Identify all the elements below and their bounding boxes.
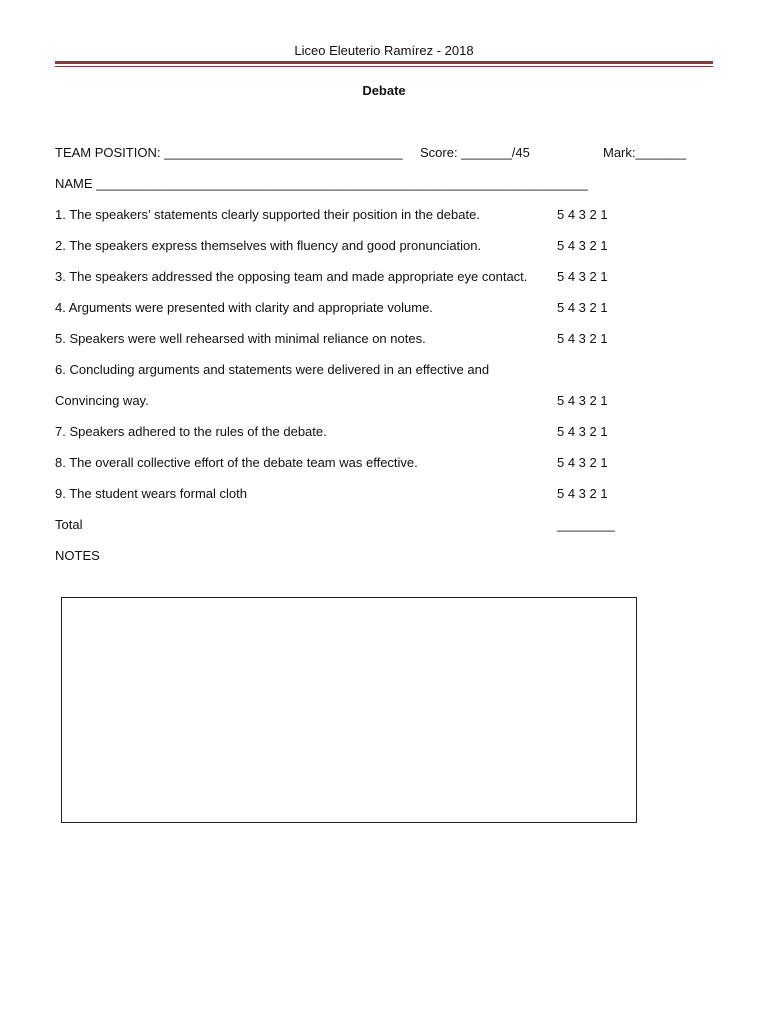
name-field: NAME ____________________________________________________________________ bbox=[55, 176, 588, 191]
criterion-scale: 5 4 3 2 1 bbox=[557, 269, 608, 284]
header-rule-thick bbox=[55, 61, 713, 64]
school-header: Liceo Eleuterio Ramírez - 2018 bbox=[294, 43, 474, 58]
criterion-text: 8. The overall collective effort of the debate team was effective. bbox=[55, 455, 418, 470]
header-rule-thin bbox=[55, 66, 713, 67]
criterion-scale: 5 4 3 2 1 bbox=[557, 238, 608, 253]
criterion-scale: 5 4 3 2 1 bbox=[557, 207, 608, 222]
criterion-scale: 5 4 3 2 1 bbox=[557, 331, 608, 346]
criterion-text: 1. The speakers’ statements clearly supported their position in the debate. bbox=[55, 207, 480, 222]
notes-box[interactable] bbox=[61, 597, 637, 823]
criterion-text: 2. The speakers express themselves with fluency and good pronunciation. bbox=[55, 238, 482, 253]
team-position-field: TEAM POSITION: _________________________________ bbox=[55, 145, 403, 160]
total-blank: ________ bbox=[557, 517, 615, 532]
criterion-scale: 5 4 3 2 1 bbox=[557, 393, 608, 408]
criterion-scale: 5 4 3 2 1 bbox=[557, 300, 608, 315]
mark-field: Mark:_______ bbox=[603, 145, 687, 160]
criterion-text: 7. Speakers adhered to the rules of the debate. bbox=[55, 424, 327, 439]
document-title: Debate bbox=[362, 83, 406, 98]
criterion-text-continued: Convincing way. bbox=[55, 393, 149, 408]
total-label: Total bbox=[55, 517, 83, 532]
score-field: Score: _______/45 bbox=[420, 145, 530, 160]
criterion-text: 6. Concluding arguments and statements were delivered in an effective and bbox=[55, 362, 490, 377]
criterion-text: 9. The student wears formal cloth bbox=[55, 486, 247, 501]
criterion-scale: 5 4 3 2 1 bbox=[557, 486, 608, 501]
criterion-text: 5. Speakers were well rehearsed with minimal reliance on notes. bbox=[55, 331, 426, 346]
criterion-text: 4. Arguments were presented with clarity and appropriate volume. bbox=[55, 300, 433, 315]
criterion-text: 3. The speakers addressed the opposing team and made appropriate eye contact. bbox=[55, 269, 528, 284]
notes-label: NOTES bbox=[55, 548, 100, 563]
criterion-scale: 5 4 3 2 1 bbox=[557, 455, 608, 470]
criterion-scale: 5 4 3 2 1 bbox=[557, 424, 608, 439]
